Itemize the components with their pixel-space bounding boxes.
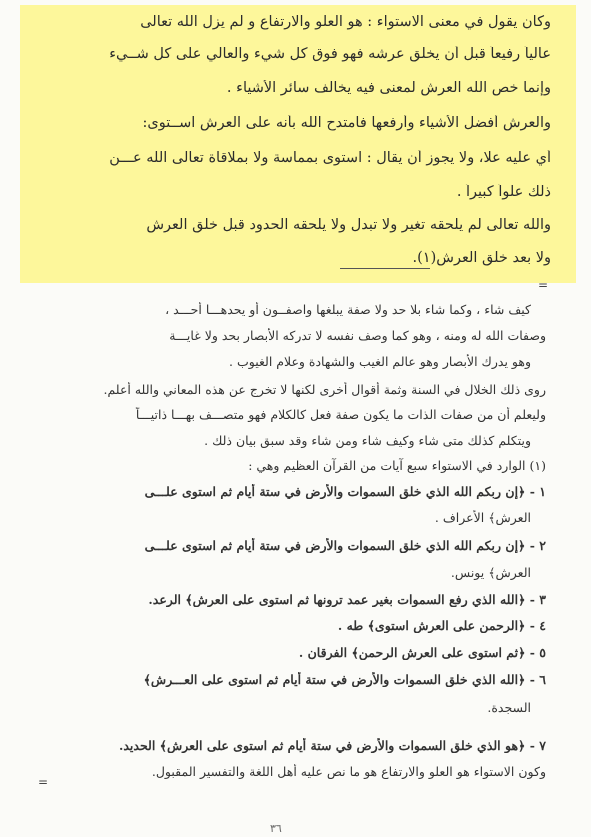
- note-line: روى ذلك الخلال في السنة وثمة أقوال أخرى لكنها لا تخرج عن هذه المعاني والله أعلم.: [103, 382, 546, 397]
- note-line: ويتكلم كذلك متى شاء وكيف شاء ومن شاء وقد سبق بيان ذلك .: [204, 433, 531, 448]
- verse-line: ٣ - ﴿الله الذي رفع السموات بغير عمد ترونها ثم استوى على العرش﴾ الرعد.: [148, 592, 546, 607]
- verse-line: ٢ - ﴿إن ربكم الله الذي خلق السموات والأرض في ستة أيام ثم استوى علـــى: [144, 538, 546, 553]
- main-text-line: عالياً رفيعاً قبل أن يخلق عرشه فهو فوق كل شيء والعالي على كل شــيء: [109, 46, 551, 62]
- footnote-intro: (١) الوارد في الاستواء سبع آيات من القرآن العظيم وهي :: [248, 458, 546, 473]
- verse-source: العرش﴾ الأعراف .: [434, 510, 531, 525]
- main-text-line: ذلك علواً كبيراً .: [456, 184, 551, 200]
- main-text-line: وكان يقول في معنى الاستواء : هو العلو والارتفاع و لم يزل الله تعالى: [140, 14, 551, 30]
- main-text-line: وإنما خص الله العرش لمعنى فيه يخالف سائر الأشياء .: [226, 80, 551, 96]
- verse-source: العرش﴾ يونس.: [450, 565, 531, 580]
- main-text-line: أي عليه علا، ولا يجوز أن يقال : استوى بمماسة ولا بملاقاة تعالى الله عـــن: [109, 150, 551, 166]
- verse-line: ٦ - ﴿الله الذي خلق السموات والأرض في ستة أيام ثم استوى على العـــرش﴾: [143, 672, 546, 687]
- verse-line: ٤ - ﴿الرحمن على العرش استوى﴾ طه .: [337, 618, 546, 633]
- verse-line: ١ - ﴿إن ربكم الله الذي خلق السموات والأرض في ستة أيام ثم استوى علـــى: [144, 484, 546, 499]
- closing-line: وكون الاستواء هو العلو والارتفاع هو ما نص عليه أهل اللغة والتفسير المقبول.: [151, 764, 546, 779]
- separator-mark: =: [38, 775, 49, 789]
- footnote-separator: [340, 268, 430, 269]
- note-line: وصفات الله له ومنه ، وهو كما وصف نفسه لا تدركه الأبصار بحد ولا غايـــة: [169, 328, 546, 343]
- verse-line: ٥ - ﴿ثم استوى على العرش الرحمن﴾ الفرقان .: [298, 645, 546, 660]
- verse-line: ٧ - ﴿هو الذي خلق السموات والأرض في ستة أيام ثم استوى على العرش﴾ الحديد.: [119, 738, 546, 753]
- note-line: كيف شاء ، وكما شاء بلا حد ولا صفة يبلغها واصفــون أو يحدهـــا أحـــد ،: [165, 302, 531, 317]
- main-text-line: والله تعالى لم يلحقه تغير ولا تبدل ولا يلحقه الحدود قبل خلق العرش: [146, 217, 551, 233]
- separator-mark: =: [538, 278, 549, 292]
- note-line: وليعلم أن من صفات الذات ما يكون صفة فعل كالكلام فهو متصـــف بهـــا ذاتيـــاً: [135, 407, 546, 422]
- main-text-line: ولا بعد خلق العرش(١).: [412, 250, 551, 266]
- page-number: ٣٦: [270, 822, 282, 835]
- note-line: وهو يدرك الأبصار وهو عالم الغيب والشهادة وعلام الغيوب .: [229, 354, 531, 369]
- verse-source: السجدة.: [487, 700, 531, 715]
- main-text-line: والعرش أفضل الأشياء وأرفعها فامتدح الله بأنه على العرش اســتوى:: [142, 115, 551, 131]
